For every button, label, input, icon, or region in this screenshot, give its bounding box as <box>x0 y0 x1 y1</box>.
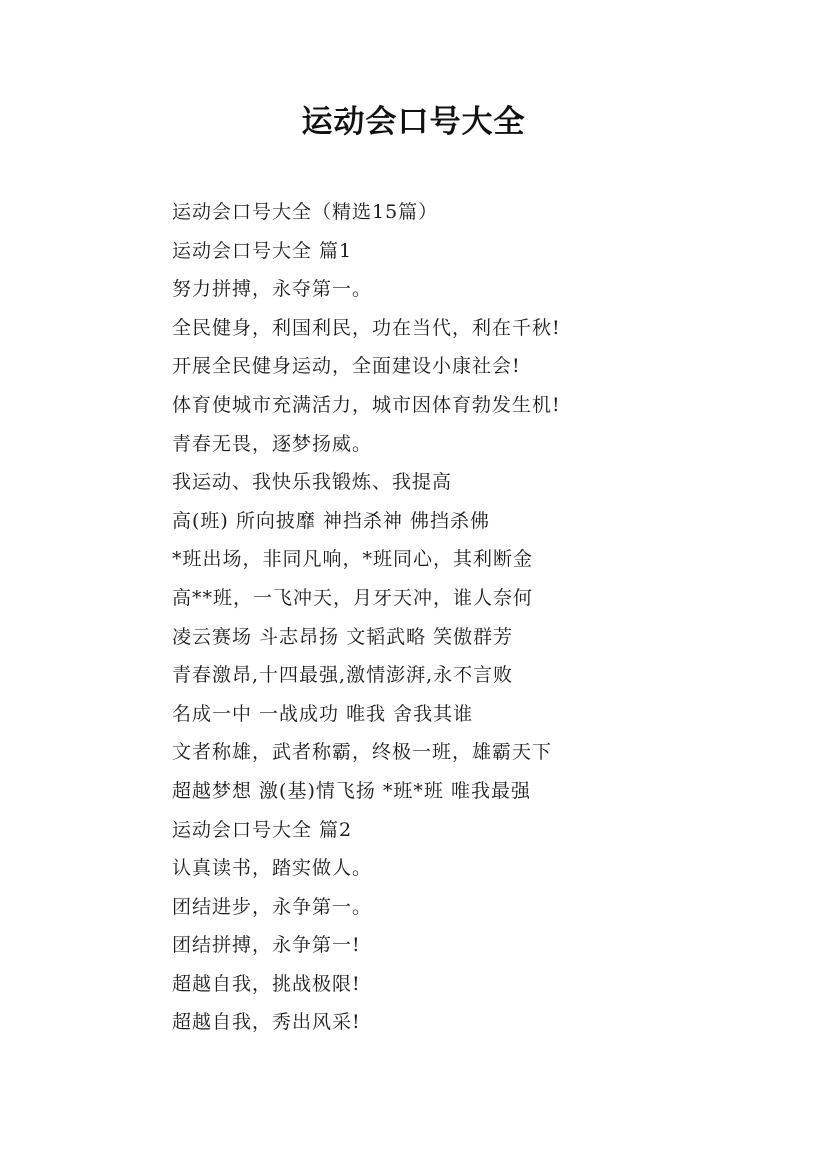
body-line: 我运动、我快乐我锻炼、我提高 <box>172 471 453 494</box>
body-line: 开展全民健身运动，全面建设小康社会! <box>172 355 521 378</box>
body-line: 名成一中 一战成功 唯我 舍我其谁 <box>172 702 474 725</box>
body-line: 青春激昂,十四最强,激情澎湃,永不言败 <box>172 664 514 687</box>
document-title: 运动会口号大全 <box>301 104 526 140</box>
body-line: 凌云赛场 斗志昂扬 文韬武略 笑傲群芳 <box>172 625 514 648</box>
body-line: 超越自我，挑战极限! <box>172 972 361 995</box>
body-line: 高**班，一飞冲天，月牙天冲，谁人奈何 <box>172 586 534 609</box>
body-line: *班出场，非同凡响，*班同心，其利断金 <box>172 548 534 571</box>
body-line: 努力拼搏，永夺第一。 <box>172 278 373 301</box>
body-line: 全民健身，利国利民，功在当代，利在千秋! <box>172 316 561 339</box>
body-line: 运动会口号大全 篇1 <box>172 239 353 262</box>
body-line: 青春无畏，逐梦扬威。 <box>172 432 373 455</box>
body-line: 团结拼搏，永争第一! <box>172 934 361 957</box>
body-line: 文者称雄，武者称霸，终极一班，雄霸天下 <box>172 741 553 764</box>
body-line: 认真读书，踏实做人。 <box>172 857 373 880</box>
document-body <box>172 193 792 1042</box>
body-line: 超越自我，秀出风采! <box>172 1011 361 1034</box>
body-line: 体育使城市充满活力，城市因体育勃发生机! <box>172 393 561 416</box>
body-line: 运动会口号大全（精选15篇） <box>172 201 439 223</box>
body-line: 高(班) 所向披靡 神挡杀神 佛挡杀佛 <box>172 509 490 532</box>
body-line: 运动会口号大全 篇2 <box>172 818 353 841</box>
body-line: 超越梦想 激(基)情飞扬 *班*班 唯我最强 <box>172 779 531 802</box>
body-line: 团结进步，永争第一。 <box>172 895 373 918</box>
